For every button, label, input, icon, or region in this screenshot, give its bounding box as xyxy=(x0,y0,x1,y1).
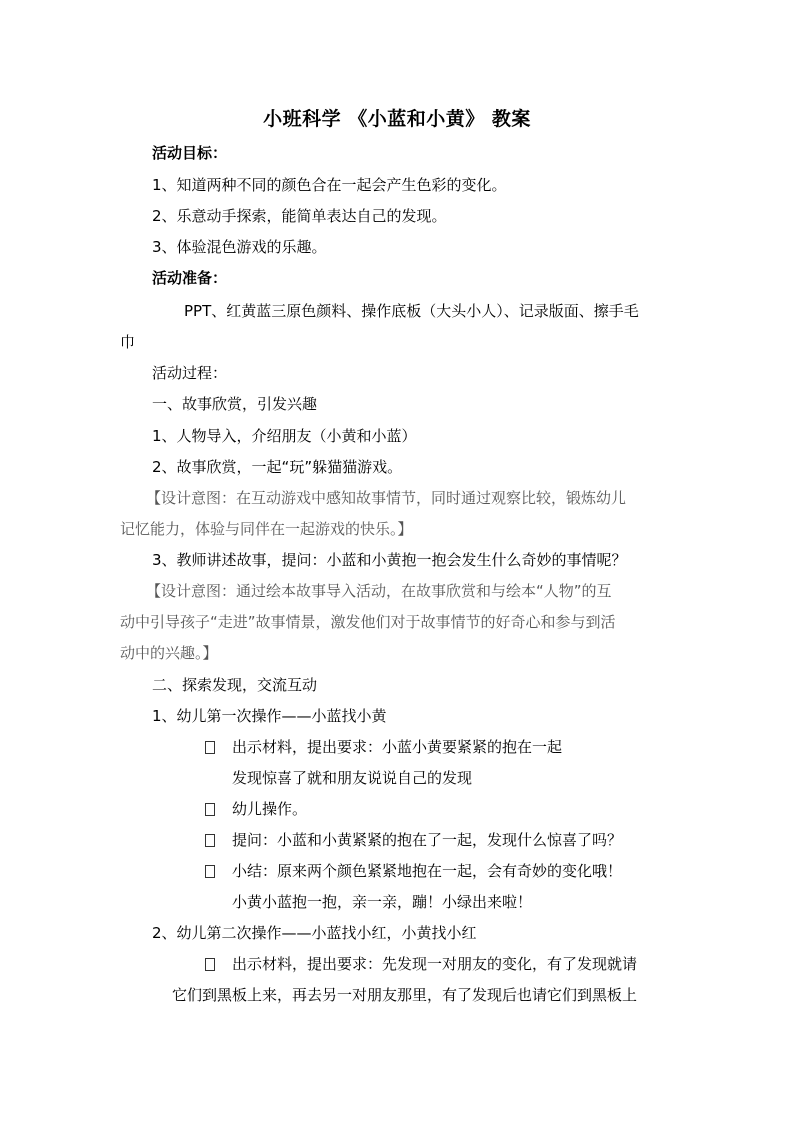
design-note-1-line-2: 记忆能力，体验与同伴在一起游戏的快乐。】 xyxy=(120,520,413,538)
goal-item-2: 2、乐意动手探索，能简单表达自己的发现。 xyxy=(152,207,447,225)
bullet-item-3: 提问：小蓝和小黄紧紧的抱在了一起，发现什么惊喜了吗？ xyxy=(232,831,623,849)
bullet-item-4: 小结：原来两个颜色紧紧地抱在一起，会有奇妙的变化哦！ xyxy=(232,862,623,880)
step-2-1: 1、幼儿第一次操作——小蓝找小黄 xyxy=(152,707,387,725)
step-1-1: 1、人物导入，介绍朋友（小黄和小蓝） xyxy=(152,427,417,445)
step-1-2: 2、故事欣赏，一起“玩”躲猫猫游戏。 xyxy=(152,458,403,476)
step-2-2: 2、幼儿第二次操作——小蓝找小红，小黄找小红 xyxy=(152,924,477,942)
bullet-box-icon xyxy=(205,834,215,847)
section-1-heading: 一、故事欣赏，引发兴趣 xyxy=(152,395,318,413)
bullet-item-4-continued: 小黄小蓝抱一抱，亲一亲，蹦！小绿出来啦！ xyxy=(232,893,533,911)
bullet-item-5-continued: 它们到黑板上来，再去另一对朋友那里，有了发现后也请它们到黑板上 xyxy=(172,986,638,1004)
process-heading: 活动过程： xyxy=(152,364,228,382)
goal-item-3: 3、体验混色游戏的乐趣。 xyxy=(152,238,327,256)
design-note-2-line-1: 【设计意图：通过绘本故事导入活动，在故事欣赏和与绘本“人物”的互 xyxy=(146,582,612,600)
bullet-box-icon xyxy=(205,741,215,754)
document-title: 小班科学 《小蓝和小黄》 教案 xyxy=(263,108,531,130)
goal-item-1: 1、知道两种不同的颜色合在一起会产生色彩的变化。 xyxy=(152,176,507,194)
bullet-box-icon xyxy=(205,958,215,971)
design-note-2-line-3: 动中的兴趣。】 xyxy=(120,644,218,662)
prep-text-line-2: 巾 xyxy=(120,333,136,351)
design-note-1-line-1: 【设计意图：在互动游戏中感知故事情节，同时通过观察比较，锻炼幼儿 xyxy=(146,489,627,507)
goals-heading: 活动目标： xyxy=(152,144,228,162)
bullet-item-1-continued: 发现惊喜了就和朋友说说自己的发现 xyxy=(232,769,473,787)
design-note-2-line-2: 动中引导孩子“走进”故事情景，激发他们对于故事情节的好奇心和参与到活 xyxy=(120,613,616,631)
section-2-heading: 二、探索发现，交流互动 xyxy=(152,676,318,694)
bullet-item-5: 出示材料，提出要求：先发现一对朋友的变化，有了发现就请 xyxy=(232,955,638,973)
bullet-box-icon xyxy=(205,803,215,816)
bullet-box-icon xyxy=(205,865,215,878)
step-1-3: 3、教师讲述故事，提问：小蓝和小黄抱一抱会发生什么奇妙的事情呢？ xyxy=(152,551,627,569)
bullet-item-1: 出示材料，提出要求：小蓝小黄要紧紧的抱在一起 xyxy=(232,738,563,756)
prep-heading: 活动准备： xyxy=(152,269,228,287)
prep-text-line-1: PPT、红黄蓝三原色颜料、操作底板（大头小人）、记录版面、擦手毛 xyxy=(184,302,639,320)
bullet-item-2: 幼儿操作。 xyxy=(232,800,308,818)
